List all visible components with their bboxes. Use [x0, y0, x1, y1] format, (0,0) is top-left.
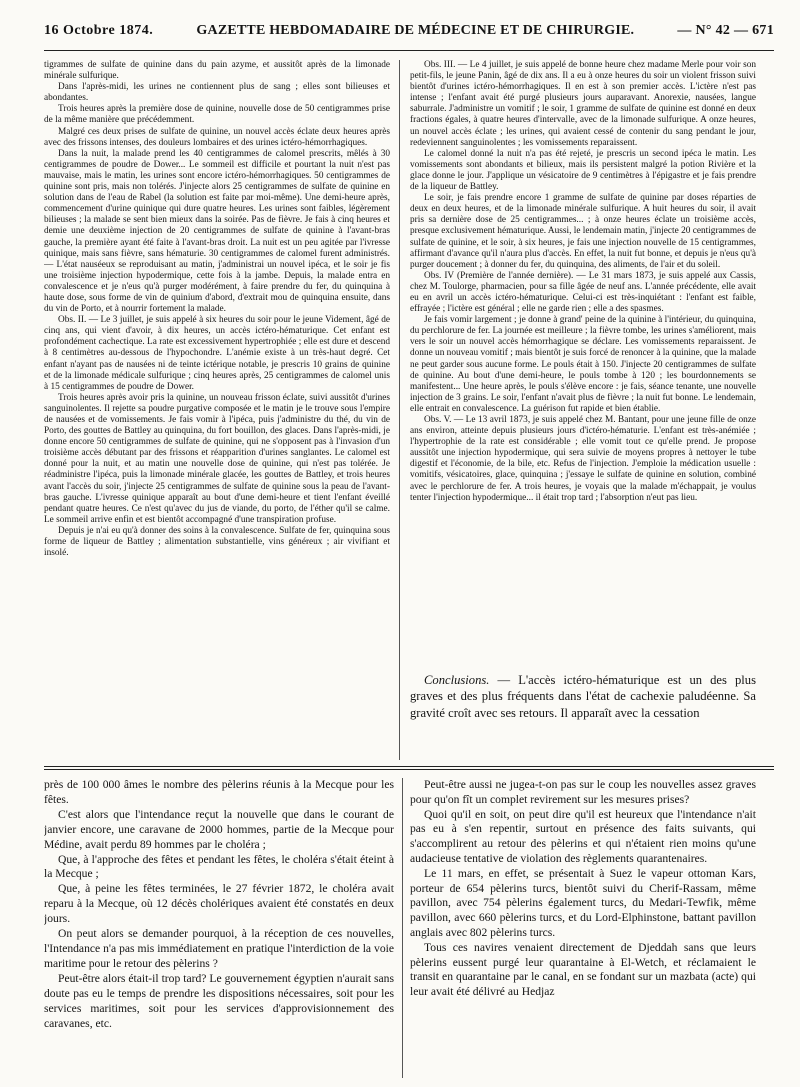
paragraph: Peut-être alors était-il trop tard? Le gouvernement égyptien n'aurait sans doute pas eu le temps de prendre les dispositions nécessaires, soit pour les services maritimes, soit pour les services d'approvisionnement des caravanes, etc.: [44, 971, 394, 1030]
paragraph: Depuis je n'ai eu qu'à donner des soins à la convalescence. Sulfate de fer, quinquina sous forme de liqueur de Battley ; alimentation substantielle, vins généreux ; air vivifiant et insolé.: [44, 525, 390, 559]
paragraph: On peut alors se demander pourquoi, à la réception de ces nouvelles, l'Intendance n'a pas mis immédiatement en pratique l'interdiction de la voie maritime pour le retour des pèlerins ?: [44, 927, 394, 970]
paragraph: Que, à l'approche des fêtes et pendant les fêtes, le choléra s'était éteint à la Mecque ;: [44, 852, 394, 881]
column-top-left: [44, 60, 390, 718]
paragraph: Trois heures après avoir pris la quinine, un nouveau frisson éclate, suivi aussitôt d'urines sanguinolentes. Il rejette sa poudre purgative composée et le matin je le trouve sous l'empire de nausées et de vomissements. Je fais vomir à l'ipéca, puis j'administre du thé, du vin de Porto, des gouttes de Battley au quinquina, du fort bouillon, des glaces. Dans l'après-midi, je donne encore 50 centigrammes de sulfate de quinine, qui ne s'opposent pas à l'invasion d'un troisième accès débutant par des frissons et réapparition d'urines sanglantes. Le calomel est donné pour la nuit, et au matin une nouvelle dose de quinine, qui n'est pas tolérée. Je réadministre l'ipéca, puis la limonade minérale glacée, les gouttes de Battley, et trois heures avant l'accès du soir, j'injecte 25 centigrammes de sulfate de quinine sous la peau de l'avant-bras gauche. L'ivresse quinique apparaît au bout d'une demi-heure et tient l'enfant éveillé pendant quatre heures. Ce n'est qu'avec du jus de viande, du porto, de l'éther qu'il se calme. Le sommeil arrive enfin et est bientôt accompagné d'une transpiration profuse.: [44, 392, 390, 525]
observation-paragraph: Obs. III. — Le 4 juillet, je suis appelé de bonne heure chez madame Merle pour voir son petit-fils, le jeune Panin, âgé de dix ans. Il a eu à onze heures du soir un violent frisson suivi bientôt d'urines ictéro-hémorrhagiques. Il en est à son premier accès. L'ictère n'est pas intense ; l'enfant avait été purgé plusieurs jours auparavant. Anorexie, nausées, langue saburrale. J'administre un vomitif ; le soir, 1 gramme de sulfate de quinine est donné en deux fractions égales, à quatre heures d'intervalle, avec de la limonade sulfurique. A onze heures, un nouvel accès éclate ; les urines, qui avaient cessé de contenir du sang pendant le jour, redeviennent sanguinolentes ; les vomissements reparaissent.: [410, 60, 756, 148]
conclusions-block: [410, 672, 756, 762]
paragraph: Que, à peine les fêtes terminées, le 27 février 1872, le choléra avait reparu à la Mecque, où 12 décès cholériques avaient été constatés en deux jours.: [44, 882, 394, 926]
column-divider-bottom: [402, 778, 403, 1078]
paragraph: Malgré ces deux prises de sulfate de quinine, un nouvel accès éclate deux heures après avec des frissons intenses, des douleurs lombaires et des urines ictéro-hémorrhagiques.: [44, 126, 390, 148]
paragraph: Tous ces navires venaient directement de Djeddah sans que leurs pèlerins eussent purgé leur quarantaine à El-Wetch, et réclamaient le transit en quarantaine par le canal, en se fondant sur un mazbata (acte) qui leur avait été délivré au Hedjaz: [410, 940, 756, 999]
conclusions-label: Conclusions.: [424, 673, 490, 687]
paragraph: près de 100 000 âmes le nombre des pèlerins réunis à la Mecque pour les fêtes.: [44, 778, 394, 806]
paragraph: Je fais vomir largement ; je donne à grand' peine de la quinine à l'intérieur, du quinquina, du perchlorure de fer. La journée est meilleure ; la fièvre tombe, les urines s'améliorent, mais vers le soir un nouvel accès hémorrhagique se déclare. Les vomissements reparaissent. Je donne un nouveau vomitif ; mais bientôt je suis forcé de renoncer à la quinine, que la malade ne peut garder sous aucune forme. Le pouls était à 150. J'injecte 20 centigrammes de sulfate de quinine. Au bout d'une demi-heure, le pouls tombe à 120 ; les bourdonnements se manifestent... Une heure après, le pouls s'élève encore : je fais, séance tenante, une nouvelle injection de 3 grains. Le soir, l'enfant n'avait plus de fièvre ; la nuit fut bonne. Le lendemain, elle entrait en convalescence. La guérison fut rapide et bien établie.: [410, 315, 756, 414]
issue-number: — N° 42 — 671: [677, 23, 774, 38]
page-header: [44, 12, 774, 51]
paragraph: tigrammes de sulfate de quinine dans du pain azyme, et aussitôt après de la limonade minérale sulfurique.: [44, 60, 390, 82]
observation-paragraph: Obs. IV (Première de l'année dernière). — Le 31 mars 1873, je suis appelé aux Cassis, chez M. Toulorge, pharmacien, pour sa fille âgée de neuf ans. L'année précédente, elle avait eu en avril un accès ictéro-hématurique. Celui-ci est très-inquiétant : l'enfant est faible, effrayée ; l'ictère est général ; elle ne garde rien ; elle a des spasmes.: [410, 270, 756, 315]
column-top-right: [410, 60, 756, 668]
paragraph: Le calomel donné la nuit n'a pas été rejeté, je prescris un second ipéca le matin. Les vomissements sont abondants et bilieux, mais ils persistent malgré la potion Rivière et la glace donne le jour. J'applique un vésicatoire de 9 centimètres à l'épigastre et je fais prendre de la liqueur de Battley.: [410, 148, 756, 193]
column-bottom-left: [44, 778, 394, 1078]
conclusions-paragraph: [410, 672, 756, 721]
paragraph: Dans la nuit, la malade prend les 40 centigrammes de calomel prescrits, mêlés à 30 centigrammes de poudre de Dower... Le sommeil est difficile et pourtant la nuit n'est pas mauvaise, mais le matin, les urines sont encore ictéro-hémorrhagiques. 50 centigrammes de quinine sont pris, mais non tolérés. J'injecte alors 25 centigrammes de sulfate de quinine en solution dans de l'eau de Rabel (la solution est faite par moi-même). Une demi-heure après, commencement d'urine quinique qui dure quatre heures. Les urines sont faibles, légèrement bilieuses ; la malade se sent bien mieux dans la soirée. Pas de fièvre. Je fais à cinq heures et demie une deuxième injection de 20 centigrammes de sulfate de quinine à l'avant-bras gauche, la première ayant été faite à l'avant-bras droit. La nuit est un peu agitée par l'ivresse quinique, mais sans fièvre, sans hématurie. 30 centigrammes de calomel furent administrés. — L'état nauséeux se reproduisant au matin, j'administrai un nouvel ipéca, et le soir je fis une troisième injection hypodermique, cette fois à la jambe. Depuis, la malade entra en convalescence et je n'eus qu'à purger modérément, à faire prendre du fer, du quinquina à haute dose, sous forme de vin de quinium d'abord, d'extrait mou de quinquina ensuite, dans du vin de Porto, et à nourrir fortement la malade.: [44, 148, 390, 315]
paragraph: Peut-être aussi ne jugea-t-on pas sur le coup les nouvelles assez graves pour qu'on fît un complet revirement sur les mesures prises?: [410, 778, 756, 806]
paragraph: C'est alors que l'intendance reçut la nouvelle que dans le courant de janvier encore, une caravane de 2000 hommes, partie de la Mecque pour Médine, avait perdu 89 hommes par le choléra ;: [44, 807, 394, 851]
observation-paragraph: Obs. V. — Le 13 avril 1873, je suis appelé chez M. Bantant, pour une jeune fille de onze ans environ, atteinte depuis plusieurs jours d'ictéro-hématurie. L'enfant est très-anémiée ; l'hypertrophie de la rate est considérable ; elle vomit tout ce qu'elle prend. Je propose aussitôt une injection hypodermique, qui sera suivie de moyens propres à nettoyer le tube digestif et l'économie, de la bile, etc. Refus de l'injection. J'emploie la médication usuelle : vomitifs, vésicatoires, glace, quinquina ; j'essaye le sulfate de quinine en solution, combiné avec le perchlorure de fer. A trois heures, je voyais que la malade m'échappait, je voulus tenter l'injection hypodermique... il était trop tard ; l'absorption n'eut pas lieu.: [410, 415, 756, 503]
paragraph: Trois heures après la première dose de quinine, nouvelle dose de 50 centigrammes prise de la même manière que précédemment.: [44, 104, 390, 126]
issue-date: 16 Octobre 1874.: [44, 23, 154, 38]
observation-paragraph: Obs. II. — Le 3 juillet, je suis appelé à six heures du soir pour le jeune Videment, âgé de cinq ans, qui vient d'avoir, à dix heures, un accès ictéro-hématurique. Cet enfant est profondément cachectique. La rate est excessivement hypertrophiée ; elle est dure et descend à 8 centimètres au-dessous de l'hypochondre. L'anémie existe à un très-haut degré. Cet enfant n'ayant pas de nausées ni de teinte ictérique notable, je prescris 10 grains de quinine et de la limonade médicale sulfurique ; cinq heures après, 25 centigrammes de calomel unis à 15 centigrammes de poudre de Dower.: [44, 315, 390, 392]
section-rule: [44, 766, 774, 767]
column-divider: [399, 60, 400, 760]
conclusions-text: — L'accès ictéro-hématurique est un des plus graves et des plus fréquents dans l'état de cachexie paludéenne. Sa gravité croît avec ses retours. Il apparaît avec la cessation: [410, 673, 756, 720]
paragraph: Quoi qu'il en soit, on peut dire qu'il est heureux que l'intendance n'ait pas eu à s'en repentir, surtout en présence des faits suivants, qui s'accomplirent au retour des pèlerins et qui n'étaient rien moins qu'une audacieuse tentative de violation des règlements quarantenaires.: [410, 807, 756, 865]
section-rule-thin: [44, 769, 774, 770]
paragraph: Le 11 mars, en effet, se présentait à Suez le vapeur ottoman Kars, porteur de 654 pèlerins turcs, bientôt suivi du Cherif-Rassam, même pavillon, avec 754 pèlerins également turcs, du Medari-Tewfik, même pavillon, avec 660 pèlerins turcs, et du Lord-Elphinstone, battant pavillon anglais avec 802 pèlerins turcs.: [410, 866, 756, 939]
paragraph: Le soir, je fais prendre encore 1 gramme de sulfate de quinine par doses réparties de deux en deux heures, et de la limonade minérale sulfurique. A huit heures du soir, il avait pris sa dernière dose de 25 centigrammes... ; à onze heures éclate un troisième accès, presque exclusivement hématurique. Aussi, le lendemain matin, j'injecte 20 centigrammes de sulfate de quinine, et le soir, à six heures, je fais une injection nouvelle de 15 centigrammes, affirmant d'avance qu'il n'aura plus d'accès. En effet, la nuit fut bonne, et depuis je n'eus qu'à purger doucement ; à donner du fer, du quinquina, des aliments, de l'air et du soleil.: [410, 193, 756, 270]
journal-title: GAZETTE HEBDOMADAIRE DE MÉDECINE ET DE CHIRURGIE.: [196, 23, 635, 38]
paragraph: Dans l'après-midi, les urines ne contiennent plus de sang ; elles sont bilieuses et abondantes.: [44, 82, 390, 104]
column-bottom-right: [410, 778, 756, 1078]
